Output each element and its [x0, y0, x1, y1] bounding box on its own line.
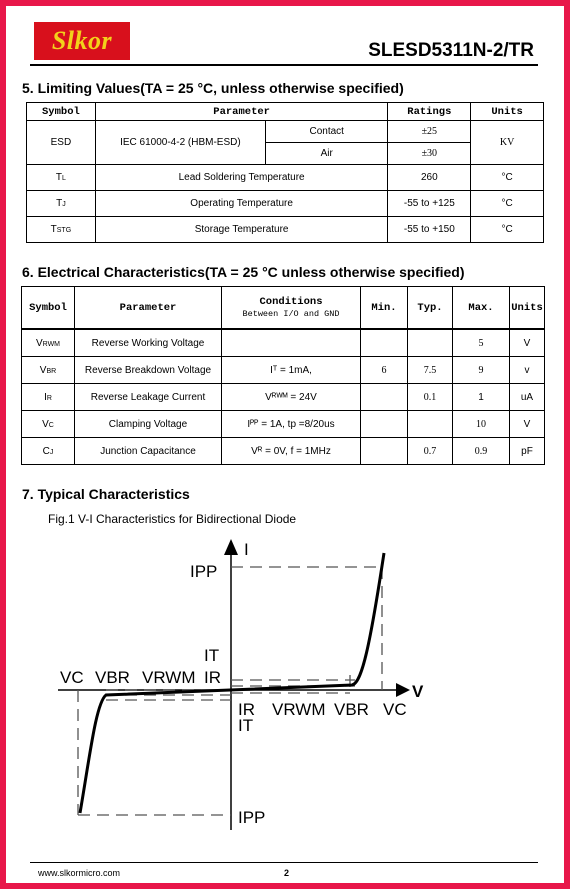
table-row: [22, 357, 545, 384]
esd-contact-label: Contact: [265, 121, 387, 143]
slkor-logo: Slkor: [34, 22, 130, 60]
esd-symbol: ESD: [27, 121, 96, 165]
table-row: [27, 165, 544, 191]
esd-air-label: Air: [265, 143, 387, 165]
footer-rule: [30, 862, 538, 863]
label-vbr-left: VBR: [95, 668, 130, 687]
row-unit: pF: [510, 438, 545, 465]
symbol-subscript: STG: [56, 227, 72, 234]
symbol-subscript: J: [49, 448, 54, 456]
table-row: [22, 438, 545, 465]
row-min: 6: [361, 357, 408, 384]
label-it-top: IT: [204, 646, 220, 665]
row-parameter: Lead Soldering Temperature: [95, 165, 388, 191]
footer-url: www.slkormicro.com: [38, 868, 121, 878]
row-max: 5: [453, 330, 510, 357]
row-symbol: [22, 330, 75, 357]
symbol-letter: V: [42, 418, 49, 430]
conditions-sublabel: Between I/O and GND: [242, 308, 340, 319]
label-vrwm-right: VRWM: [272, 700, 326, 719]
row-max: 10: [453, 411, 510, 438]
row-unit: °C: [471, 217, 544, 243]
row-typ: [408, 411, 453, 438]
label-ir-top: IR: [204, 668, 221, 687]
col-header-ratings: Ratings: [388, 103, 471, 121]
symbol-letter: V: [39, 364, 47, 376]
symbol-letter: T: [50, 224, 57, 235]
symbol-subscript: RWM: [42, 340, 61, 348]
symbol-subscript: J: [62, 201, 66, 208]
symbol-letter: V: [35, 337, 43, 349]
row-parameter: Operating Temperature: [95, 191, 388, 217]
symbol-subscript: BR: [46, 367, 57, 375]
row-symbol: [27, 217, 96, 243]
vi-characteristic-figure: [0, 525, 570, 855]
header-rule: [30, 64, 538, 66]
label-vc-right: VC: [383, 700, 407, 719]
row-parameter: Clamping Voltage: [75, 411, 222, 438]
table-row: [22, 411, 545, 438]
row-unit: °C: [471, 165, 544, 191]
esd-contact-value: ±25: [388, 121, 471, 143]
row-conditions: Vᴿ = 0V, f = 1MHz: [222, 438, 361, 465]
col-header-units: Units: [510, 287, 545, 329]
table-header-row: [27, 103, 544, 121]
label-vc-left: VC: [60, 668, 84, 687]
row-parameter: Junction Capacitance: [75, 438, 222, 465]
row-symbol: [27, 191, 96, 217]
row-symbol: [22, 411, 75, 438]
row-rating: -55 to +125: [388, 191, 471, 217]
v-axis-arrow: [396, 683, 410, 697]
symbol-subscript: R: [46, 394, 52, 402]
i-axis-label: I: [244, 540, 249, 559]
row-unit: V: [510, 411, 545, 438]
col-header-parameter: Parameter: [75, 287, 222, 329]
row-symbol: [22, 438, 75, 465]
row-min: [361, 330, 408, 357]
row-rating: -55 to +150: [388, 217, 471, 243]
row-max: 0.9: [453, 438, 510, 465]
label-it-bottom: IT: [238, 716, 254, 735]
label-vrwm-left: VRWM: [142, 668, 196, 687]
esd-unit: KV: [471, 121, 544, 165]
row-unit: v: [510, 357, 545, 384]
row-max: 9: [453, 357, 510, 384]
row-parameter: Reverse Breakdown Voltage: [75, 357, 222, 384]
esd-parameter: IEC 61000-4-2 (HBM-ESD): [95, 121, 265, 165]
col-header-symbol: Symbol: [22, 287, 75, 329]
electrical-characteristics-body: [21, 329, 545, 465]
row-rating: 260: [388, 165, 471, 191]
electrical-characteristics-table: [21, 286, 545, 329]
col-header-conditions: [222, 287, 361, 329]
table-header-row: [22, 287, 545, 329]
col-header-units: Units: [471, 103, 544, 121]
symbol-letter: T: [56, 198, 63, 209]
col-header-typ: Typ.: [408, 287, 453, 329]
figure-caption: Fig.1 V-I Characteristics for Bidirectional Diode: [48, 512, 297, 526]
row-min: [361, 438, 408, 465]
limiting-values-table: [26, 102, 544, 243]
row-min: [361, 411, 408, 438]
row-max: 1: [453, 384, 510, 411]
row-conditions: Vᴿᵂᴹ = 24V: [222, 384, 361, 411]
row-unit: °C: [471, 191, 544, 217]
col-header-max: Max.: [453, 287, 510, 329]
label-vbr-right: VBR: [334, 700, 369, 719]
row-symbol: [22, 384, 75, 411]
table-row: [27, 217, 544, 243]
row-unit: uA: [510, 384, 545, 411]
row-parameter: Reverse Working Voltage: [75, 330, 222, 357]
table-row: [22, 384, 545, 411]
col-header-symbol: Symbol: [27, 103, 96, 121]
page-number: 2: [284, 868, 290, 878]
row-typ: 0.7: [408, 438, 453, 465]
row-typ: 7.5: [408, 357, 453, 384]
row-unit: V: [510, 330, 545, 357]
row-min: [361, 384, 408, 411]
label-ipp-top: IPP: [190, 562, 218, 581]
symbol-subscript: C: [48, 421, 54, 429]
conditions-label: Conditions: [259, 295, 323, 308]
section7-title: 7. Typical Characteristics: [22, 486, 190, 502]
part-number: SLESD5311N-2/TR: [368, 40, 534, 61]
row-parameter: Reverse Leakage Current: [75, 384, 222, 411]
row-typ: 0.1: [408, 384, 453, 411]
symbol-letter: T: [55, 172, 62, 183]
row-typ: [408, 330, 453, 357]
row-symbol: [22, 357, 75, 384]
symbol-subscript: L: [62, 175, 66, 182]
label-ir-bottom: IR: [238, 700, 255, 719]
col-header-min: Min.: [361, 287, 408, 329]
i-axis-arrow: [224, 539, 238, 555]
section6-title: 6. Electrical Characteristics(TA = 25 °C unless otherwise specified): [22, 264, 465, 280]
table-row: [22, 330, 545, 357]
table-row: [27, 121, 544, 143]
label-ipp-bottom: IPP: [238, 808, 266, 827]
row-symbol: [27, 165, 96, 191]
symbol-letter: C: [42, 445, 50, 457]
v-axis-label: V: [412, 682, 424, 701]
table-row: [27, 191, 544, 217]
section5-title: 5. Limiting Values(TA = 25 °C, unless otherwise specified): [22, 80, 404, 96]
row-conditions: Iᵀ = 1mA,: [222, 357, 361, 384]
row-conditions: [222, 330, 361, 357]
col-header-parameter: Parameter: [95, 103, 388, 121]
row-parameter: Storage Temperature: [95, 217, 388, 243]
symbol-letter: I: [44, 391, 47, 403]
row-conditions: Iᴾᴾ = 1A, tp =8/20us: [222, 411, 361, 438]
esd-air-value: ±30: [388, 143, 471, 165]
